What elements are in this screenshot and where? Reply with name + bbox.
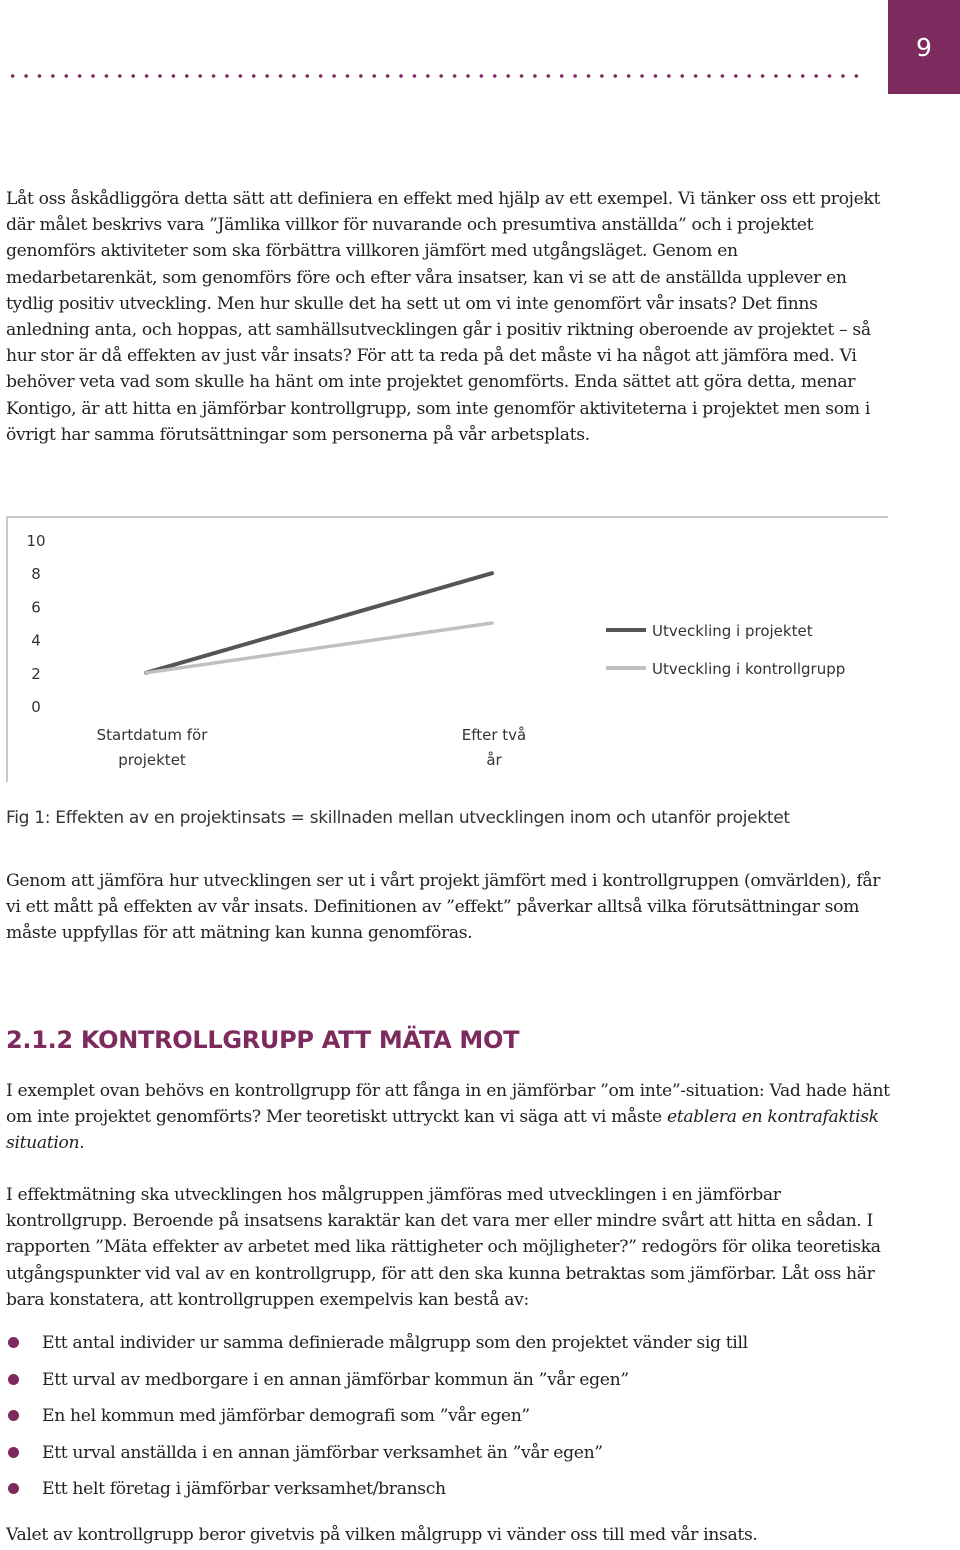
list-item-text: En hel kommun med jämförbar demografi som ”vår egen”	[42, 1406, 530, 1427]
y-axis-ticks	[26, 532, 45, 716]
list-item	[6, 1403, 890, 1440]
y-tick-label: 0	[31, 698, 41, 716]
y-tick-label: 4	[31, 631, 41, 650]
page-number-tab	[888, 0, 960, 94]
list-item	[6, 1440, 890, 1477]
x-tick-label-line: Startdatum för	[96, 726, 208, 744]
bullet-icon	[8, 1447, 19, 1458]
after-figure-paragraph: Genom att jämföra hur utvecklingen ser ut i vårt projekt jämfört med i kontrollgruppen (omvärlden), får vi ett mått på effekten av vår insats. Definitionen av ”effekt” påverkar alltså vilka förutsättningar som måste uppfyllas för att mätning kan kunna genomföras.	[6, 871, 881, 944]
chart-svg	[6, 516, 890, 782]
x-tick-label-line: Efter två	[461, 726, 527, 744]
line-chart	[6, 516, 890, 782]
list-item	[6, 1367, 890, 1404]
list-item-text: Ett urval av medborgare i en annan jämförbar kommun än ”vår egen”	[42, 1369, 629, 1390]
x-tick-label	[462, 726, 527, 769]
bullet-icon	[8, 1483, 19, 1494]
section-heading: 2.1.2 KONTROLLGRUPP ATT MÄTA MOT	[6, 1026, 520, 1054]
series-lines	[146, 573, 492, 673]
y-tick-label: 6	[31, 598, 41, 617]
section-paragraph-1-italic: etablera en kontrafaktisk situation.	[6, 1107, 879, 1154]
chart-legend	[606, 622, 845, 678]
section-paragraph-1	[6, 1078, 890, 1157]
header-dotted-rule	[6, 72, 864, 80]
bullet-icon	[8, 1374, 19, 1385]
y-tick-label: 10	[26, 532, 46, 550]
figure-caption: Fig 1: Effekten av en projektinsats = skillnaden mellan utvecklingen inom och utanför projektet	[6, 808, 790, 828]
x-axis-labels	[97, 726, 527, 769]
bullet-icon	[8, 1410, 19, 1421]
intro-paragraph: Låt oss åskådliggöra detta sätt att definiera en effekt med hjälp av ett exempel. Vi tänker oss ett projekt där målet beskrivs vara ”Jämlika villkor för nuvarande och presumtiva anställda” och i projektet genomförs aktiviteter som ska förbättra villkoren jämfört med utgångsläget. Genom en medarbetarenkät, som genomförs före och efter våra insatser, kan vi se att de anställda upplever en tydlig positiv utveckling. Men hur skulle det ha sett ut om vi inte genomfört vår insats? Det finns anledning anta, och hoppas, att samhällsutvecklingen går i positiv riktning oberoende av projektet – så hur stor är då effekten av just vår insats? För att ta reda på det måste vi ha något att jämföra med. Vi behöver veta vad som skulle ha hänt om inte projektet genomförts. Enda sättet att göra detta, menar Kontigo, är att hitta en jämförbar kontrollgrupp, som inte genomför aktiviteterna i projektet men som i övrigt har samma förutsättningar som personerna på vår arbetsplats.	[6, 189, 881, 445]
list-item-text: Ett helt företag i jämförbar verksamhet/bransch	[42, 1479, 446, 1500]
list-item-text: Ett urval anställda i en annan jämförbar verksamhet än ”vår egen”	[42, 1442, 603, 1463]
list-item	[6, 1330, 890, 1367]
x-tick-label	[97, 726, 209, 769]
y-tick-label: 2	[31, 664, 41, 683]
list-item-text: Ett antal individer ur samma definierade målgrupp som den projektet vänder sig till	[42, 1333, 748, 1353]
page-number: 9	[916, 32, 932, 62]
control-group-list	[6, 1330, 890, 1513]
list-item	[6, 1476, 890, 1513]
bullet-icon	[8, 1337, 19, 1348]
legend-label: Utveckling i kontrollgrupp	[652, 660, 846, 678]
x-tick-label-line: projektet	[118, 751, 186, 769]
legend-label: Utveckling i projektet	[652, 622, 813, 640]
series-line	[146, 573, 492, 673]
section-paragraph-2: I effektmätning ska utvecklingen hos målgruppen jämföras med utvecklingen i en jämförbar kontrollgrupp. Beroende på insatsens karaktär kan det vara mer eller mindre svårt att hitta en sådan. I rapporten ”Mäta effekter av arbetet med lika rättigheter och möjligheter?” redogörs för olika teoretiska utgångspunkter vid val av en kontrollgrupp, för att den ska kunna betraktas som jämförbar. Låt oss här bara konstatera, att kontrollgruppen exempelvis kan bestå av:	[6, 1185, 881, 1310]
y-tick-label: 8	[31, 565, 41, 584]
closing-paragraph: Valet av kontrollgrupp beror givetvis på vilken målgrupp vi vänder oss till med vår insats.	[6, 1525, 758, 1545]
x-tick-label-line: år	[486, 751, 502, 769]
section-paragraph-1-text: I exemplet ovan behövs en kontrollgrupp för att fånga in en jämförbar ”om inte”-situation: Vad hade hänt om inte projektet genomförts? Mer teoretiskt uttryckt kan vi säga att vi måste	[6, 1081, 890, 1128]
series-line	[146, 623, 492, 673]
